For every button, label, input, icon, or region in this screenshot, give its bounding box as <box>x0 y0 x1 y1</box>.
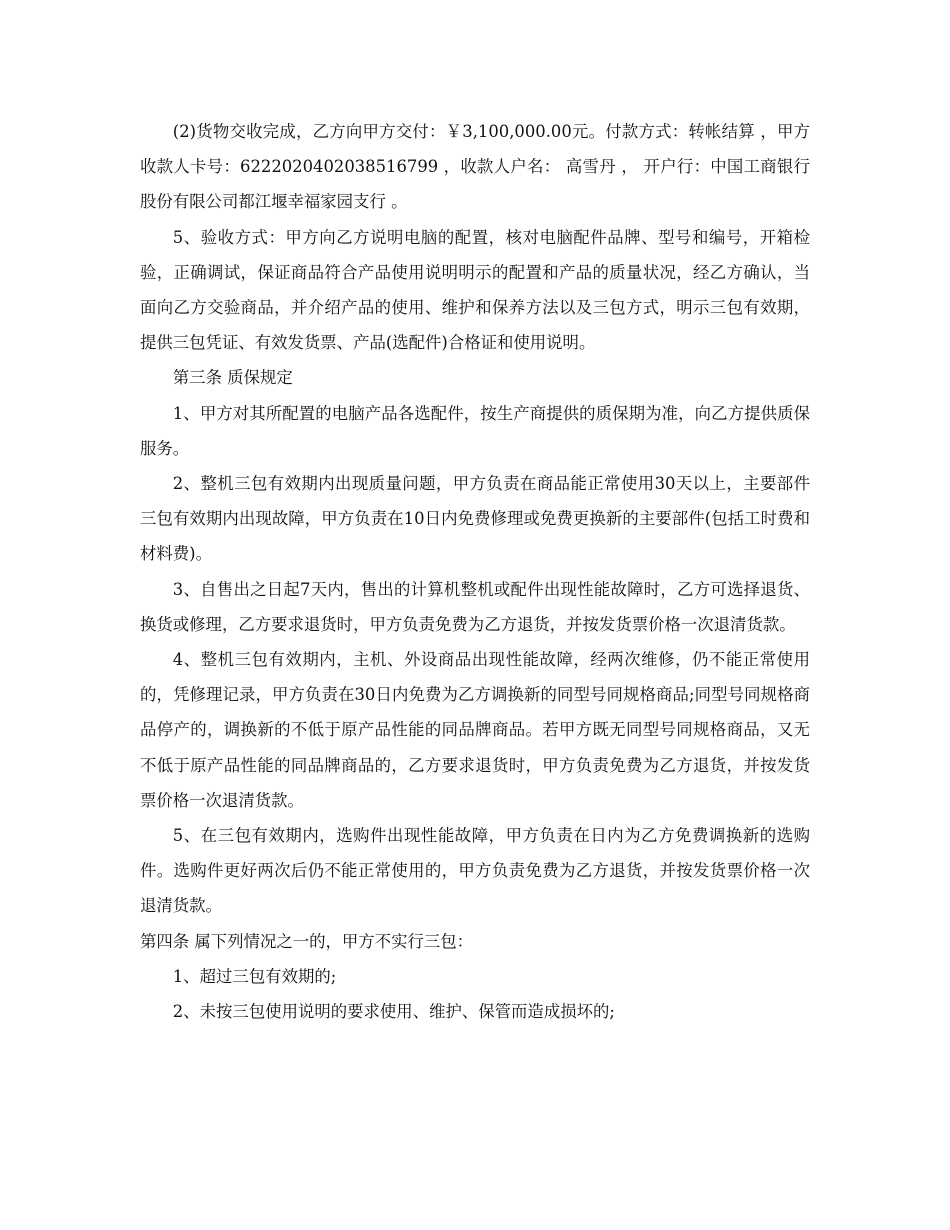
paragraph-warranty-5: 5、在三包有效期内，选购件出现性能故障，甲方负责在日内为乙方免费调换新的选购件。选购件更好两次后仍不能正常使用的，甲方负责免费为乙方退货，并按发货票价格一次退清货款。 <box>140 826 810 916</box>
paragraph-exclusion-2: 2、未按三包使用说明的要求使用、维护、保管而造成损坏的; <box>172 1002 615 1022</box>
heading-article-3: 第三条 质保规定 <box>172 368 293 388</box>
document-page <box>140 114 810 1029</box>
paragraph-warranty-2: 2、整机三包有效期内出现质量问题，甲方负责在商品能正常使用30天以上，主要部件三包有效期内出现故障，甲方负责在10日内免费修理或免费更换新的主要部件(包括工时费和材料费)。 <box>140 474 810 564</box>
paragraph-warranty-4: 4、整机三包有效期内，主机、外设商品出现性能故障，经两次维修，仍不能正常使用的，凭修理记录，甲方负责在30日内免费为乙方调换新的同型号同规格商品;同型号同规格商品停产的，调换新的不低于原产品性能的同品牌商品。若甲方既无同型号同规格商品，又无不低于原产品性能的同品牌商品的，乙方要求退货时，甲方负责免费为乙方退货，并按发货票价格一次退清货款。 <box>140 650 810 810</box>
paragraph-warranty-3: 3、自售出之日起7天内，售出的计算机整机或配件出现性能故障时，乙方可选择退货、换货或修理，乙方要求退货时，甲方负责免费为乙方退货，并按发货票价格一次退清货款。 <box>140 579 810 634</box>
paragraph-warranty-1: 1、甲方对其所配置的电脑产品各选配件，按生产商提供的质保期为准，向乙方提供质保服务。 <box>140 403 810 458</box>
paragraph-payment: (2)货物交收完成，乙方向甲方交付：￥3,100,000.00元。付款方式：转帐结算 ，甲方收款人卡号：6222020402038516799 ，收款人户名： 高雪丹 ， 开户行：中国工商银行股份有限公司都江堰幸福家园支行 。 <box>140 122 810 212</box>
heading-article-4: 第四条 属下列情况之一的，甲方不实行三包： <box>140 931 474 951</box>
paragraph-exclusion-1: 1、超过三包有效期的; <box>172 966 337 986</box>
paragraph-acceptance: 5、验收方式：甲方向乙方说明电脑的配置，核对电脑配件品牌、型号和编号，开箱检验，正确调试，保证商品符合产品使用说明明示的配置和产品的质量状况，经乙方确认，当面向乙方交验商品，并介绍产品的使用、维护和保养方法以及三包方式，明示三包有效期，提供三包凭证、有效发货票、产品(选配件)合格证和使用说明。 <box>140 227 810 353</box>
